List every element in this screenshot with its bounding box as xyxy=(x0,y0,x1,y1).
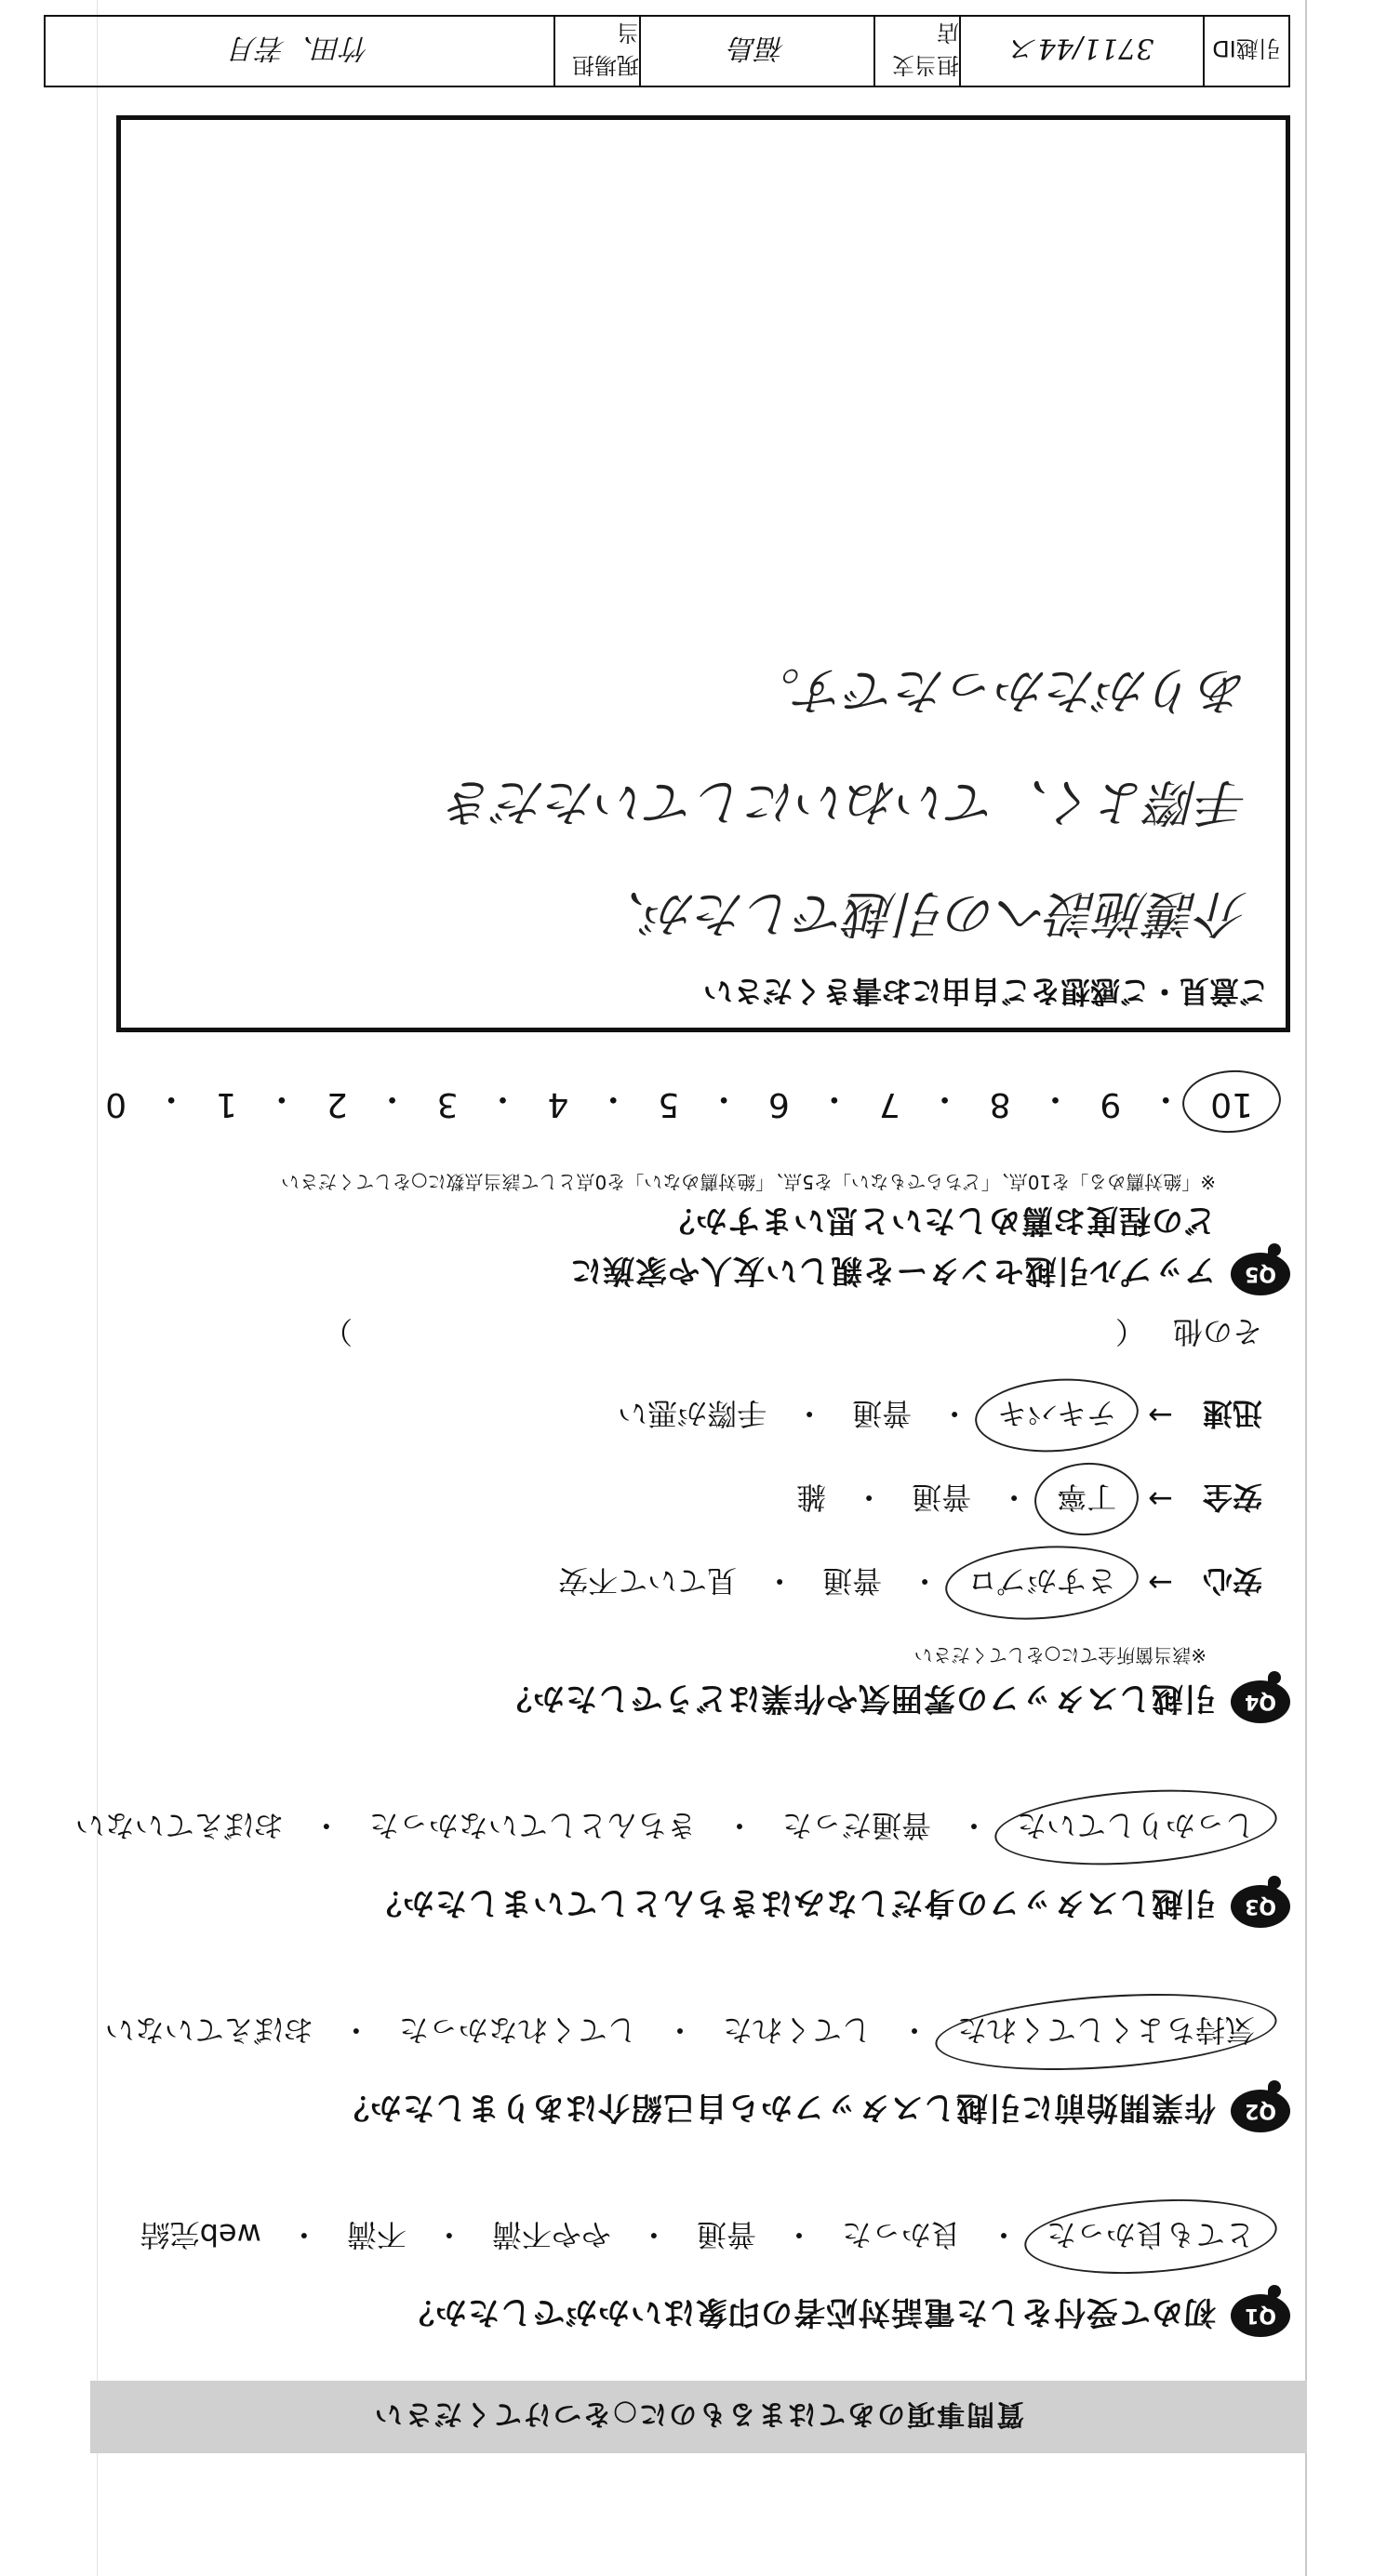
site-leader-value: 竹田、若月 xyxy=(230,32,369,64)
question-1 xyxy=(118,2213,1290,2344)
q5-scale-separator: ・ xyxy=(154,1080,189,1118)
q5-score[interactable]: 2 xyxy=(326,1085,348,1123)
q4-option[interactable]: 見ていて不安 xyxy=(558,1563,738,1599)
q3-options: しっかりしていた ・ 普通だった ・ きちんとしていなかった ・ おぼえていない xyxy=(118,1804,1262,1851)
q4-option-selected[interactable]: 丁寧 xyxy=(1049,1476,1124,1522)
q1-badge: Q1 xyxy=(1231,2294,1290,2337)
q1-option[interactable]: 不満 xyxy=(346,2217,407,2252)
q5-scale-separator: ・ xyxy=(375,1080,409,1118)
q5-note: ※「絶対薦める」を10点、「どちらでもない」を5点、「絶対薦めない」を0点として該当点数に○をしてください xyxy=(281,1171,1216,1193)
q4-option[interactable]: 普通 xyxy=(912,1480,972,1515)
branch-label: 担当支店 xyxy=(873,17,959,86)
q1-option[interactable]: 良かった xyxy=(841,2217,961,2252)
arrow-icon: → xyxy=(1148,1398,1173,1433)
q5-score[interactable]: 7 xyxy=(878,1085,900,1123)
q5-scale-separator: ・ xyxy=(927,1080,962,1118)
q4-option-selected[interactable]: テキパキ xyxy=(990,1392,1124,1439)
q1-option[interactable]: やや不満 xyxy=(491,2217,611,2252)
q5-scale-separator: ・ xyxy=(264,1080,299,1118)
q4-row-label: 安全 xyxy=(1202,1480,1262,1515)
q5-score[interactable]: 8 xyxy=(989,1085,1011,1123)
q2-options: 気持ちよくしてくれた ・ してくれた ・ してくれなかった ・ おぼえていない xyxy=(118,2009,1262,2055)
q5-score[interactable]: 5 xyxy=(658,1085,680,1123)
q4-row-anshin: 安心 → さすがプロ ・ 普通 ・ 見ていて不安 xyxy=(118,1560,1262,1606)
arrow-icon: → xyxy=(1148,1565,1173,1600)
comment-title: ご意見・ご感想をご自由にお書きください xyxy=(702,974,1269,1009)
q2-text: 作業開始前に引越しスタッフから自己紹介はありましたか？ xyxy=(337,2089,1216,2127)
question-5 xyxy=(118,1170,1290,1302)
q5-score[interactable]: 6 xyxy=(768,1085,790,1123)
q4-row-label: 迅速 xyxy=(1202,1396,1262,1431)
q4-row-jinsoku: 迅速 → テキパキ ・ 普通 ・ 手際が悪い xyxy=(118,1392,1262,1439)
comment-box[interactable] xyxy=(116,115,1290,1032)
q4-note: ※該当箇所全てに○をしてください xyxy=(913,1644,1207,1666)
q1-text: 初めて受付をした電話対応者の印象はいかがでしたか？ xyxy=(402,2293,1216,2331)
q5-score[interactable]: 1 xyxy=(216,1085,237,1123)
instruction-text: 質問事項のあてはまるものに○をつけてください xyxy=(372,2397,1025,2430)
question-2 xyxy=(104,2009,1290,2139)
q4-other-label: その他 xyxy=(1172,1314,1262,1349)
q1-option[interactable]: 普通 xyxy=(696,2217,756,2252)
q5-scale-separator: ・ xyxy=(707,1080,741,1118)
q5-scale-separator: ・ xyxy=(1149,1080,1183,1118)
q5-score[interactable]: 9 xyxy=(1100,1085,1122,1123)
q2-badge: Q2 xyxy=(1231,2090,1290,2132)
q5-scale-separator: ・ xyxy=(596,1080,631,1118)
q4-other xyxy=(118,1312,1262,1355)
q2-option-selected[interactable]: 気持ちよくしてくれた xyxy=(950,2009,1262,2055)
q5-scale-separator: ・ xyxy=(817,1080,851,1118)
q2-option[interactable]: おぼえていない xyxy=(104,2012,313,2048)
q2-option[interactable]: してくれなかった xyxy=(398,2012,637,2048)
q4-row-label: 安心 xyxy=(1202,1563,1262,1599)
handwritten-line: ありがたかったです。 xyxy=(750,661,1248,720)
page-edge xyxy=(1305,0,1307,2576)
q3-option[interactable]: きちんとしていなかった xyxy=(368,1808,697,1843)
q4-option[interactable]: 手際が悪い xyxy=(618,1396,767,1431)
instruction-header xyxy=(90,2381,1307,2453)
q3-option[interactable]: 普通だった xyxy=(781,1808,931,1843)
q4-option[interactable]: 普通 xyxy=(852,1396,913,1431)
q5-scale xyxy=(98,1078,1260,1125)
q5-scale-separator: ・ xyxy=(1038,1080,1073,1118)
q3-option[interactable]: おぼえていない xyxy=(74,1808,284,1843)
q5-score-selected[interactable]: 10 xyxy=(1203,1078,1260,1125)
staff-table xyxy=(44,15,1290,87)
question-3 xyxy=(74,1804,1290,1934)
q4-option[interactable]: 普通 xyxy=(822,1563,883,1599)
q5-scale-separator: ・ xyxy=(486,1080,520,1118)
q5-badge: Q5 xyxy=(1231,1253,1290,1295)
q5-text-line1: アップル引越センターを親しい友人や家族に xyxy=(569,1252,1216,1290)
q4-text: 引越しスタッフの雰囲気や作業はどうでしたか？ xyxy=(500,1680,1216,1718)
handwritten-line: 介護施設への引越でしたが、 xyxy=(595,884,1248,943)
q4-other-close-paren: ） xyxy=(322,1314,353,1349)
move-id-value: 3711/44ス xyxy=(959,17,1203,86)
q5-score[interactable]: 0 xyxy=(105,1085,127,1123)
q4-row-anzen: 安全 → 丁寧 ・ 普通 ・ 雑 xyxy=(118,1476,1262,1522)
q3-badge: Q3 xyxy=(1231,1885,1290,1928)
q4-badge: Q4 xyxy=(1231,1680,1290,1723)
q5-score[interactable]: 4 xyxy=(547,1085,569,1123)
q3-option-selected[interactable]: しっかりしていた xyxy=(1009,1804,1262,1851)
question-4 xyxy=(118,1312,1290,1730)
q4-option[interactable]: 雑 xyxy=(796,1480,827,1515)
q5-score[interactable]: 3 xyxy=(436,1085,459,1123)
q4-option-selected[interactable]: さすがプロ xyxy=(960,1560,1124,1606)
handwritten-line: 手際よく、ていねいにしていただき xyxy=(446,773,1248,831)
q1-options: とても良かった ・ 良かった ・ 普通 ・ やや不満 ・ 不満 ・ web完結 xyxy=(118,2213,1262,2260)
q1-option-selected[interactable]: とても良かった xyxy=(1039,2213,1262,2260)
move-id-label: 引越ID xyxy=(1203,17,1288,86)
site-leader-label: 現場担当 xyxy=(553,17,639,86)
q3-text: 引越しスタッフの身だしなみはきちんとしていましたか？ xyxy=(369,1884,1216,1922)
arrow-icon: → xyxy=(1148,1481,1173,1517)
q5-text-line2: どの程度お薦めしたいと思いますか？ xyxy=(662,1202,1216,1239)
page-edge xyxy=(97,0,98,2576)
branch-value: 福島 xyxy=(639,17,873,86)
q1-option[interactable]: web完結 xyxy=(140,2217,261,2252)
q2-option[interactable]: してくれた xyxy=(722,2012,872,2048)
q4-other-open-paren: （ xyxy=(1114,1314,1145,1349)
